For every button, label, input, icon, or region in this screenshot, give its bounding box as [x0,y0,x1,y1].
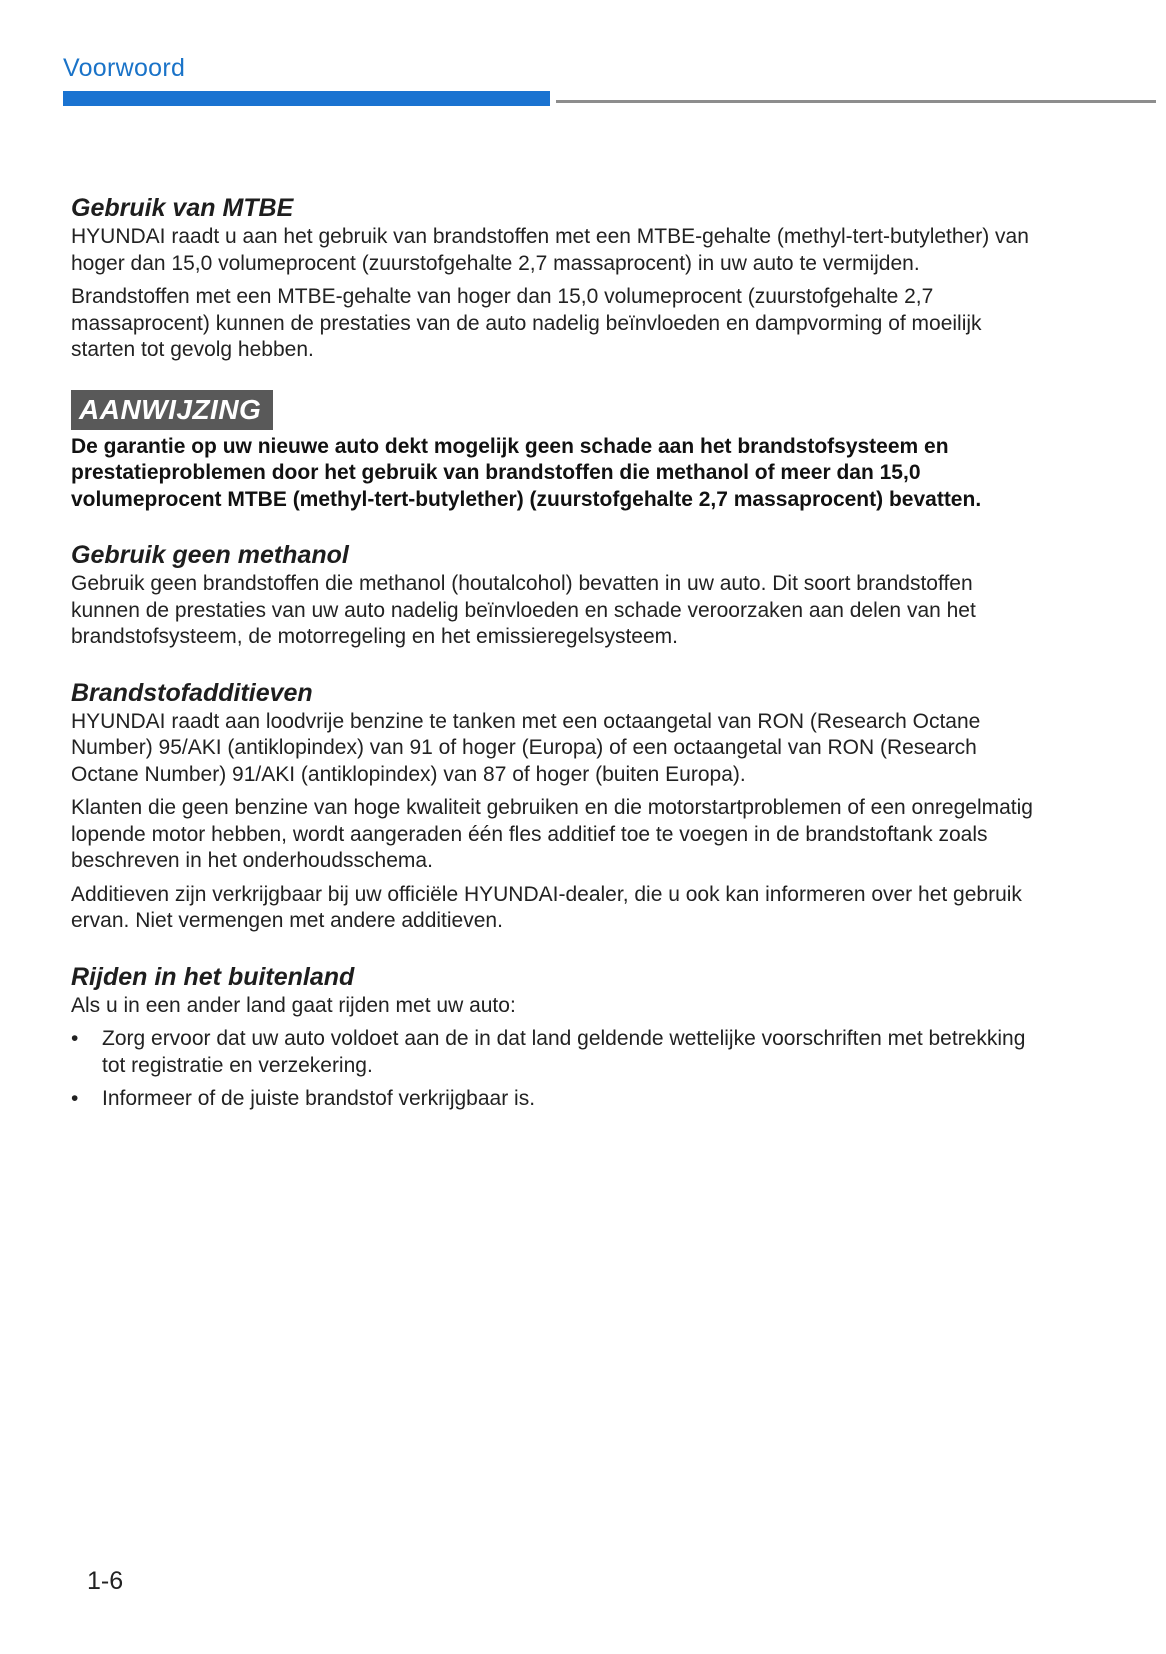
bullet: • [71,1087,79,1110]
heading-additives: Brandstofadditieven [71,678,313,707]
mtbe-paragraph-2: Brandstoffen met een MTBE-gehalte van hoger dan 15,0 volumeprocent (zuurstofgehalte 2,7 massaprocent) kunnen de prestaties van de auto nadelig beïnvloeden en dampvorming of moeilijk starten tot gevolg hebben. [71,285,982,361]
list-item-text: Informeer of de juiste brandstof verkrijgbaar is. [102,1087,536,1110]
list-item [71,1086,1041,1113]
heading-mtbe: Gebruik van MTBE [71,194,294,222]
notice-text: De garantie op uw nieuwe auto dekt mogelijk geen schade aan het brandstofsysteem en prestatieproblemen door het gebruik van brandstoffen die methanol of meer dan 15,0 volumeprocent MTBE (methyl-tert-butylether) (zuurstofgehalte 2,7 massaprocent) bevatten. [71,434,982,511]
page-number: 1-6 [87,1567,124,1595]
list-item-text: Zorg ervoor dat uw auto voldoet aan de in dat land geldende wettelijke voorschriften met betrekking tot registratie en verzekering. [102,1027,1026,1077]
heading-methanol: Gebruik geen methanol [71,541,349,569]
bullet: • [71,1027,79,1050]
additives-paragraph-1: HYUNDAI raadt aan loodvrije benzine te tanken met een octaangetal van RON (Research Octane Number) 95/AKI (antiklopindex) van 91 of hoger (Europa) of een octaangetal van RON (Research Octane Number) 91/AKI (antiklopindex) van 87 of hoger (buiten Europa). [71,709,981,786]
notice-badge: AANWIJZING [71,390,273,430]
notice-box [71,390,1041,514]
page-content [71,192,1041,1113]
header-accent-bar [63,91,550,106]
heading-abroad: Rijden in het buitenland [71,962,355,991]
abroad-intro: Als u in een ander land gaat rijden met uw auto: [71,993,516,1017]
header-rule [556,100,1156,103]
additives-paragraph-2: Klanten die geen benzine van hoge kwaliteit gebruiken en die motorstartproblemen of een onregelmatig lopende motor hebben, wordt aangeraden één fles additief toe te voegen in de brandstoftank zoals beschreven in het onderhoudsschema. [71,796,1033,872]
mtbe-paragraph-1: HYUNDAI raadt u aan het gebruik van brandstoffen met een MTBE-gehalte (methyl-tert-butylether) van hoger dan 15,0 volumeprocent (zuurstofgehalte 2,7 massaprocent) in uw auto te vermijden. [71,225,1029,275]
list-item [71,1026,1041,1079]
methanol-paragraph-1: Gebruik geen brandstoffen die methanol (houtalcohol) bevatten in uw auto. Dit soort brandstoffen kunnen de prestaties van uw auto nadelig beïnvloeden en schade veroorzaken aan delen van het brandstofsysteem, de motorregeling en het emissieregelsysteem. [71,572,976,648]
section-label: Voorwoord [63,54,186,82]
abroad-list [71,1026,1041,1113]
additives-paragraph-3: Additieven zijn verkrijgbaar bij uw officiële HYUNDAI-dealer, die u ook kan informeren over het gebruik ervan. Niet vermengen met andere additieven. [71,882,1022,932]
